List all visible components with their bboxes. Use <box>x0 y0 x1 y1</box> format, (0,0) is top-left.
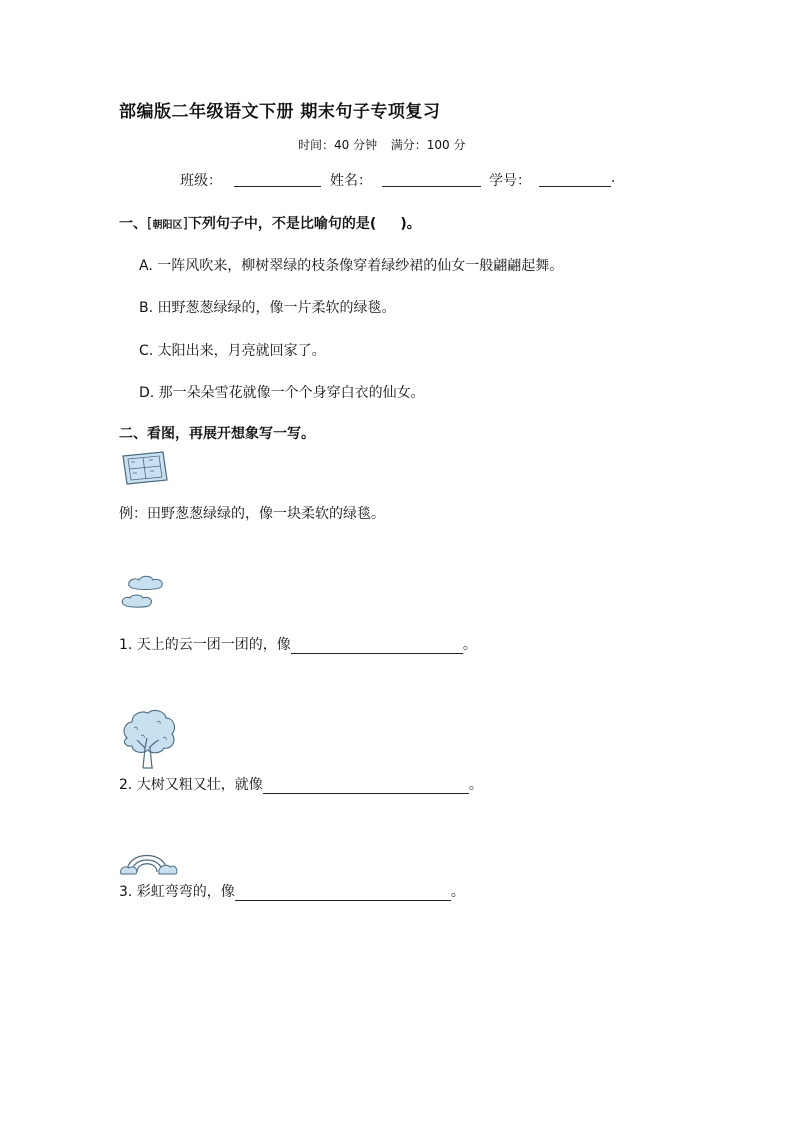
id-field[interactable] <box>539 168 611 187</box>
question-1-number: 一、 <box>119 216 147 232</box>
item-3 <box>119 881 465 901</box>
class-field[interactable] <box>234 168 321 187</box>
id-label: 学号： <box>489 173 531 189</box>
cloud-icon <box>119 572 169 612</box>
item-1-answer-line[interactable] <box>291 638 463 654</box>
option-b: B. 田野葱葱绿绿的，像一片柔软的绿毯。 <box>139 300 396 316</box>
question-1-prompt: 下列句子中，不是比喻句的是( <box>187 216 377 232</box>
item-3-text: 3. 彩虹弯弯的，像 <box>119 884 235 900</box>
class-label: 班级： <box>180 173 222 189</box>
option-c: C. 太阳出来，月亮就回家了。 <box>139 343 326 359</box>
item-1 <box>119 634 477 654</box>
item-3-answer-line[interactable] <box>235 885 451 901</box>
item-2-end: 。 <box>468 777 483 793</box>
region-tag: 朝阳区 <box>152 220 183 231</box>
name-field[interactable] <box>382 168 481 187</box>
score-label: 满分：100 分 <box>390 138 466 152</box>
end-dot: . <box>611 170 616 186</box>
rainbow-icon <box>119 838 179 880</box>
question-2-heading: 二、看图，再展开想象写一写。 <box>119 426 315 442</box>
item-2-text: 2. 大树又粗又壮，就像 <box>119 777 263 793</box>
item-2 <box>119 774 483 794</box>
item-2-answer-line[interactable] <box>263 778 469 794</box>
option-d: D. 那一朵朵雪花就像一个个身穿白衣的仙女。 <box>139 385 425 401</box>
bracket-close: ] <box>182 216 188 232</box>
bracket-open: [ <box>147 216 153 232</box>
item-1-end: 。 <box>462 637 477 653</box>
name-label: 姓名： <box>330 173 372 189</box>
option-a: A. 一阵风吹来，柳树翠绿的枝条像穿着绿纱裙的仙女一般翩翩起舞。 <box>139 258 564 274</box>
item-1-text: 1. 天上的云一团一团的，像 <box>119 637 291 653</box>
tree-icon <box>119 708 179 770</box>
item-3-end: 。 <box>450 884 465 900</box>
time-label: 时间：40 分钟 <box>298 138 378 152</box>
question-1-heading <box>119 213 421 233</box>
carpet-icon <box>119 450 169 486</box>
exam-meta <box>298 136 465 153</box>
example-sentence: 例：田野葱葱绿绿的，像一块柔软的绿毯。 <box>119 506 385 522</box>
question-1-prompt-end: )。 <box>400 216 421 232</box>
page-title: 部编版二年级语文下册 期末句子专项复习 <box>119 102 441 122</box>
